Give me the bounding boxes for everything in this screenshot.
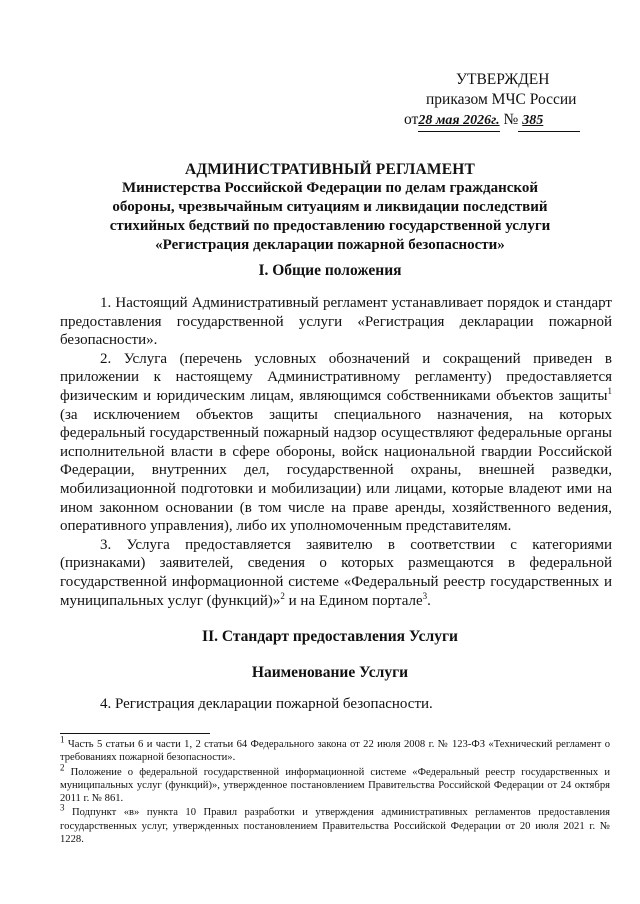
footnotes xyxy=(60,734,610,847)
section-1-body xyxy=(60,294,612,610)
section-2-subheading: Наименование Услуги xyxy=(251,664,409,681)
title-line-3: обороны, чрезвычайным ситуациям и ликвидации последствий xyxy=(112,199,548,215)
title-line-5: «Регистрация декларации пожарной безопасности» xyxy=(155,237,505,253)
approval-stamp xyxy=(404,70,604,132)
footnote-ref-2: 2 xyxy=(280,590,285,601)
title-line-4: стихийных бедствий по предоставлению государственной услуги xyxy=(109,218,551,234)
approval-from: от xyxy=(404,111,419,128)
section-2-heading: II. Стандарт предоставления Услуги xyxy=(202,628,458,645)
footnote-divider xyxy=(60,733,210,734)
approval-number: 385 xyxy=(522,113,544,128)
footnote-2: $^2$ Положение о федеральной государственной информационной системе «Федеральный реестр государственных и муниципальных услуг (функций)», утвержденное постановлением Правительства Российской Федерации от 24 октября 2011 г. № 861. xyxy=(60,762,610,805)
approval-date-line xyxy=(404,110,604,132)
paragraph-4: 4. Регистрация декларации пожарной безопасности. xyxy=(100,696,433,712)
approval-date: 28 мая 2026г. xyxy=(418,113,500,128)
paragraph-2: 2. Услуга (перечень условных обозначений и сокращений приведен в приложении к настоящему Административному регламенту) предоставляется физическим и юридическим лицам, являющимся собственниками объектов защиты$^1$ (за исключением объектов защиты специального назначения, на которых федеральный государственный пожарный надзор осуществляют федеральные органы исполнительной власти в сфере обороны, войск национальной гвардии Российской Федерации, внутренних дел, государственной охраны, внешней разведки, мобилизационной подготовки и мобилизации) или лицами, которые владеют ими на ином законном основании (в том числе на праве аренды, хозяйственного ведения, оперативного управления), либо их уполномоченным представителям. xyxy=(60,350,612,535)
title-main: АДМИНИСТРАТИВНЫЙ РЕГЛАМЕНТ xyxy=(184,161,476,178)
document-title xyxy=(80,160,580,255)
footnote-ref-1: 1 xyxy=(607,385,612,396)
approval-title: УТВЕРЖДЕН xyxy=(456,71,550,88)
approval-order: приказом МЧС России xyxy=(426,91,577,108)
title-line-2: Министерства Российской Федерации по делам гражданской xyxy=(121,180,538,196)
footnote-ref-3: 3 xyxy=(422,590,428,601)
approval-number-sign: № xyxy=(503,111,519,128)
paragraph-1: 1. Настоящий Административный регламент устанавливает порядок и стандарт предоставления государственной услуги «Регистрация декларации пожарной безопасности». xyxy=(60,295,612,349)
footnote-3: $^3$ Подпункт «в» пункта 10 Правил разработки и утверждения административных регламентов предоставления государственных услуг, утвержденных постановлением Правительства Российской Федерации от 20 июля 2021 г. № 1228. xyxy=(60,802,610,846)
section-1-heading: I. Общие положения xyxy=(258,262,402,279)
paragraph-3: 3. Услуга предоставляется заявителю в соответствии с категориями (признаками) заявителей, сведения о которых размещаются в федеральной государственной информационной системе «Федеральный реестр государственных и муниципальных услуг (функций)»$^2$ и на Едином портале$^3$. xyxy=(60,536,612,609)
footnote-1: $^1$ Часть 5 статьи 6 и части 1, 2 статьи 64 Федерального закона от 22 июля 2008 г. № 123-ФЗ «Технический регламент о требованиях пожарной безопасности». xyxy=(60,734,610,764)
